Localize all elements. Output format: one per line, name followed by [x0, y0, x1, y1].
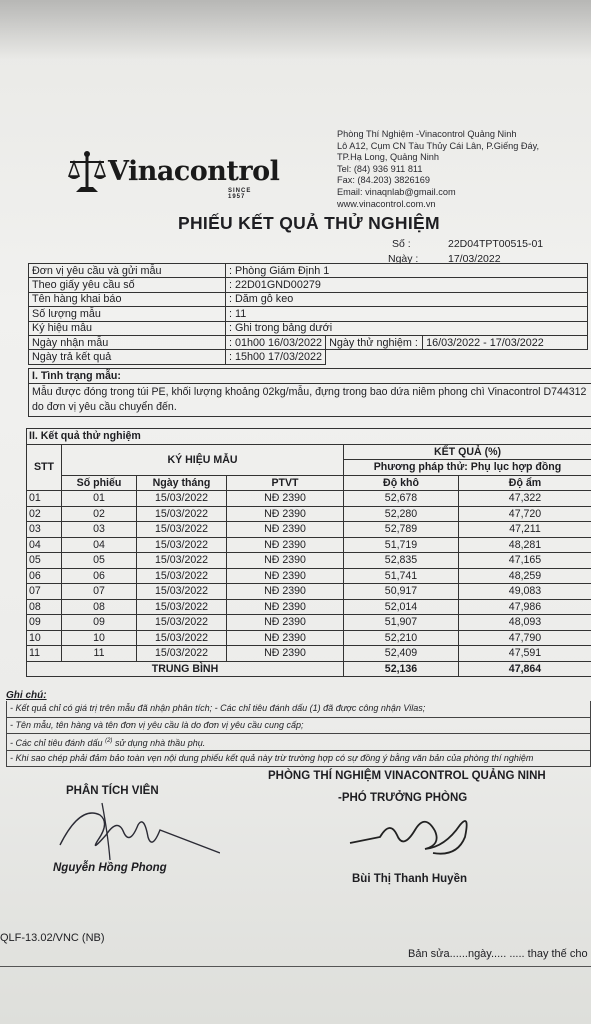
cell-date: 15/03/2022: [137, 506, 227, 522]
table-row: [27, 630, 591, 646]
cell-ptvt: NĐ 2390: [227, 615, 344, 631]
col-sample-group: KÝ HIỆU MẪU: [62, 444, 344, 475]
cell-sample-no: 03: [62, 522, 137, 538]
cell-date: 15/03/2022: [137, 630, 227, 646]
table-row: [27, 506, 591, 522]
lab-tel: Tel: (84) 936 911 811: [337, 163, 423, 174]
info-value: : 11: [226, 307, 588, 321]
note-line: - Tên mẫu, tên hàng và tên đơn vị yêu cầu là do đơn vị yêu cầu cung cấp;: [6, 718, 591, 735]
note-line: - Khi sao chép phải đảm bảo toàn vẹn nội dung phiếu kết quả này trừ trường hợp có sự đồng ý bằng văn bản của phòng thí nghiệm: [6, 751, 591, 768]
cell-sample-no: 08: [62, 599, 137, 615]
info-value: : Dăm gỗ keo: [226, 292, 588, 306]
document-title: PHIẾU KẾT QUẢ THỬ NGHIỆM: [178, 213, 440, 233]
cell-stt: 04: [27, 537, 62, 553]
deputy-name: Bùi Thị Thanh Huyền: [352, 873, 467, 885]
cell-dry-matter: 51,907: [344, 615, 459, 631]
cell-date: 15/03/2022: [137, 646, 227, 662]
lab-fax: Fax: (84.203) 3826169: [337, 175, 430, 186]
lab-name: Phòng Thí Nghiệm -Vinacontrol Quảng Ninh: [337, 129, 517, 139]
table-row: [27, 522, 591, 538]
cell-dry-matter: 52,678: [344, 491, 459, 507]
lab-website: www.vinacontrol.com.vn: [337, 198, 436, 209]
cell-stt: 01: [27, 491, 62, 507]
info-label: Ngày nhận mẫu: [29, 335, 226, 349]
col-date: Ngày tháng: [137, 475, 227, 491]
logo-since: SINCE 1957: [228, 188, 252, 200]
cell-ptvt: NĐ 2390: [227, 568, 344, 584]
info-row: [29, 278, 588, 292]
cell-stt: 11: [27, 646, 62, 662]
cell-sample-no: 07: [62, 584, 137, 600]
cell-stt: 05: [27, 553, 62, 569]
cell-moisture: 47,790: [459, 630, 591, 646]
cell-ptvt: NĐ 2390: [227, 599, 344, 615]
cell-ptvt: NĐ 2390: [227, 646, 344, 662]
revision-note: Bản sửa......ngày..... ..... thay thế cho: [408, 948, 588, 960]
deputy-signature: [345, 805, 495, 865]
cell-moisture: 47,720: [459, 506, 591, 522]
results-table: [26, 428, 591, 677]
info-label: Theo giấy yêu cầu số: [29, 278, 226, 292]
cell-date: 15/03/2022: [137, 599, 227, 615]
note-superscript: (2): [105, 738, 113, 744]
table-row: [27, 615, 591, 631]
note-text: sử dụng nhà thầu phụ.: [114, 738, 206, 748]
cell-moisture: 47,322: [459, 491, 591, 507]
average-dry-matter: 52,136: [344, 661, 459, 677]
lab-contact-block: [337, 129, 539, 210]
cell-ptvt: NĐ 2390: [227, 491, 344, 507]
cell-sample-no: 09: [62, 615, 137, 631]
cell-sample-no: 02: [62, 506, 137, 522]
col-method: Phương pháp thử: Phụ lục hợp đồng: [344, 460, 591, 476]
cell-sample-no: 04: [62, 537, 137, 553]
cell-sample-no: 01: [62, 491, 137, 507]
col-ptvt: PTVT: [227, 475, 344, 491]
cell-stt: 03: [27, 522, 62, 538]
col-dry-matter: Độ khô: [344, 475, 459, 491]
info-row: [29, 335, 588, 349]
analyst-title: PHÂN TÍCH VIÊN: [66, 785, 159, 797]
section-heading: II. Kết quả thử nghiệm: [27, 429, 591, 445]
cell-sample-no: 10: [62, 630, 137, 646]
col-result-group: KẾT QUẢ (%): [344, 444, 591, 460]
notes-label: Ghi chú:: [6, 690, 47, 701]
cell-moisture: 47,591: [459, 646, 591, 662]
cell-ptvt: NĐ 2390: [227, 630, 344, 646]
cell-ptvt: NĐ 2390: [227, 584, 344, 600]
test-date-value: 16/03/2022 - 17/03/2022: [423, 335, 588, 349]
cell-moisture: 47,211: [459, 522, 591, 538]
info-value: : 15h00 17/03/2022: [226, 350, 326, 364]
info-value: : 01h00 16/03/2022: [226, 335, 326, 349]
info-row: [29, 321, 588, 335]
cell-dry-matter: 50,917: [344, 584, 459, 600]
cell-sample-no: 06: [62, 568, 137, 584]
table-row: [27, 553, 591, 569]
cell-dry-matter: 52,409: [344, 646, 459, 662]
section-heading: I. Tình trạng mẫu:: [29, 369, 591, 384]
col-stt: STT: [27, 444, 62, 491]
cell-stt: 06: [27, 568, 62, 584]
form-code: QLF-13.02/VNC (NB): [0, 932, 105, 944]
table-row: [27, 599, 591, 615]
cell-date: 15/03/2022: [137, 522, 227, 538]
info-label: Đơn vị yêu cầu và gửi mẫu: [29, 264, 226, 278]
note-text: - Các chỉ tiêu đánh dấu: [10, 738, 103, 748]
analyst-signature: [40, 795, 220, 865]
cell-stt: 08: [27, 599, 62, 615]
note-line: - Kết quả chỉ có giá trị trên mẫu đã nhận phân tích; - Các chỉ tiêu đánh dấu (1) đã được công nhận Vilas;: [6, 701, 591, 718]
scan-shadow: [0, 0, 591, 60]
cell-moisture: 49,083: [459, 584, 591, 600]
vinacontrol-logo: [68, 150, 280, 200]
cell-date: 15/03/2022: [137, 615, 227, 631]
sample-condition-section: [28, 368, 591, 417]
report-number-label: Số :: [392, 238, 411, 250]
cell-date: 15/03/2022: [137, 568, 227, 584]
info-row: [29, 350, 588, 364]
cell-dry-matter: 52,210: [344, 630, 459, 646]
cell-dry-matter: 52,789: [344, 522, 459, 538]
lab-signature-title: PHÒNG THÍ NGHIỆM VINACONTROL QUẢNG NINH: [268, 770, 546, 782]
info-row: [29, 264, 588, 278]
info-value: : 22D01GND00279: [226, 278, 588, 292]
scales-logo-icon: [68, 150, 106, 194]
table-row: [27, 537, 591, 553]
cell-stt: 10: [27, 630, 62, 646]
cell-dry-matter: 52,835: [344, 553, 459, 569]
cell-ptvt: NĐ 2390: [227, 522, 344, 538]
test-date-label: Ngày thử nghiệm :: [326, 335, 423, 349]
note-line: [6, 734, 591, 751]
cell-date: 15/03/2022: [137, 537, 227, 553]
cell-moisture: 48,281: [459, 537, 591, 553]
table-row: [27, 568, 591, 584]
cell-sample-no: 11: [62, 646, 137, 662]
cell-dry-matter: 52,014: [344, 599, 459, 615]
condition-text: Mẫu được đóng trong túi PE, khối lượng khoảng 02kg/mẫu, đựng trong bao dứa niêm phong chì Vinacontrol D744312 do đơn vị yêu cầu chuyển đến.: [32, 386, 587, 413]
cell-sample-no: 05: [62, 553, 137, 569]
average-label: TRUNG BÌNH: [27, 661, 344, 677]
cell-date: 15/03/2022: [137, 584, 227, 600]
col-moisture: Độ ẩm: [459, 475, 591, 491]
lab-address: Lô A12, Cụm CN Tàu Thủy Cái Lân, P.Giếng Đáy,: [337, 140, 540, 151]
lab-email: Email: vinaqnlab@gmail.com: [337, 186, 456, 197]
info-label: Ngày trả kết quả: [29, 350, 226, 364]
cell-moisture: 47,986: [459, 599, 591, 615]
info-row: [29, 307, 588, 321]
cell-moisture: 48,093: [459, 615, 591, 631]
cell-dry-matter: 52,280: [344, 506, 459, 522]
cell-stt: 09: [27, 615, 62, 631]
cell-dry-matter: 51,719: [344, 537, 459, 553]
report-date: 17/03/2022: [448, 253, 501, 265]
info-label: Tên hàng khai báo: [29, 292, 226, 306]
info-label: Ký hiệu mẫu: [29, 321, 226, 335]
cell-ptvt: NĐ 2390: [227, 537, 344, 553]
deputy-head-title: -PHÓ TRƯỞNG PHÒNG: [338, 792, 468, 804]
report-date-label: Ngày :: [388, 253, 419, 265]
table-row: [27, 491, 591, 507]
footer-divider: [0, 966, 591, 967]
lab-city: TP.Hạ Long, Quảng Ninh: [337, 152, 439, 163]
cell-ptvt: NĐ 2390: [227, 553, 344, 569]
cell-moisture: 47,165: [459, 553, 591, 569]
cell-stt: 02: [27, 506, 62, 522]
cell-date: 15/03/2022: [137, 553, 227, 569]
logo-wordmark: Vinacontrol: [108, 156, 280, 187]
notes-section: [6, 690, 591, 767]
sample-info-table: [28, 263, 588, 365]
cell-date: 15/03/2022: [137, 491, 227, 507]
info-value: : Ghi trong bảng dưới: [226, 321, 588, 335]
analyst-name: Nguyễn Hồng Phong: [53, 862, 167, 874]
average-moisture: 47,864: [459, 661, 591, 677]
info-value: : Phòng Giám Định 1: [226, 264, 588, 278]
info-row: [29, 292, 588, 306]
cell-ptvt: NĐ 2390: [227, 506, 344, 522]
cell-moisture: 48,259: [459, 568, 591, 584]
info-label: Số lượng mẫu: [29, 307, 226, 321]
cell-stt: 07: [27, 584, 62, 600]
table-row: [27, 646, 591, 662]
col-sample-no: Số phiếu: [62, 475, 137, 491]
table-row: [27, 584, 591, 600]
cell-dry-matter: 51,741: [344, 568, 459, 584]
report-number: 22D04TPT00515-01: [448, 238, 544, 250]
